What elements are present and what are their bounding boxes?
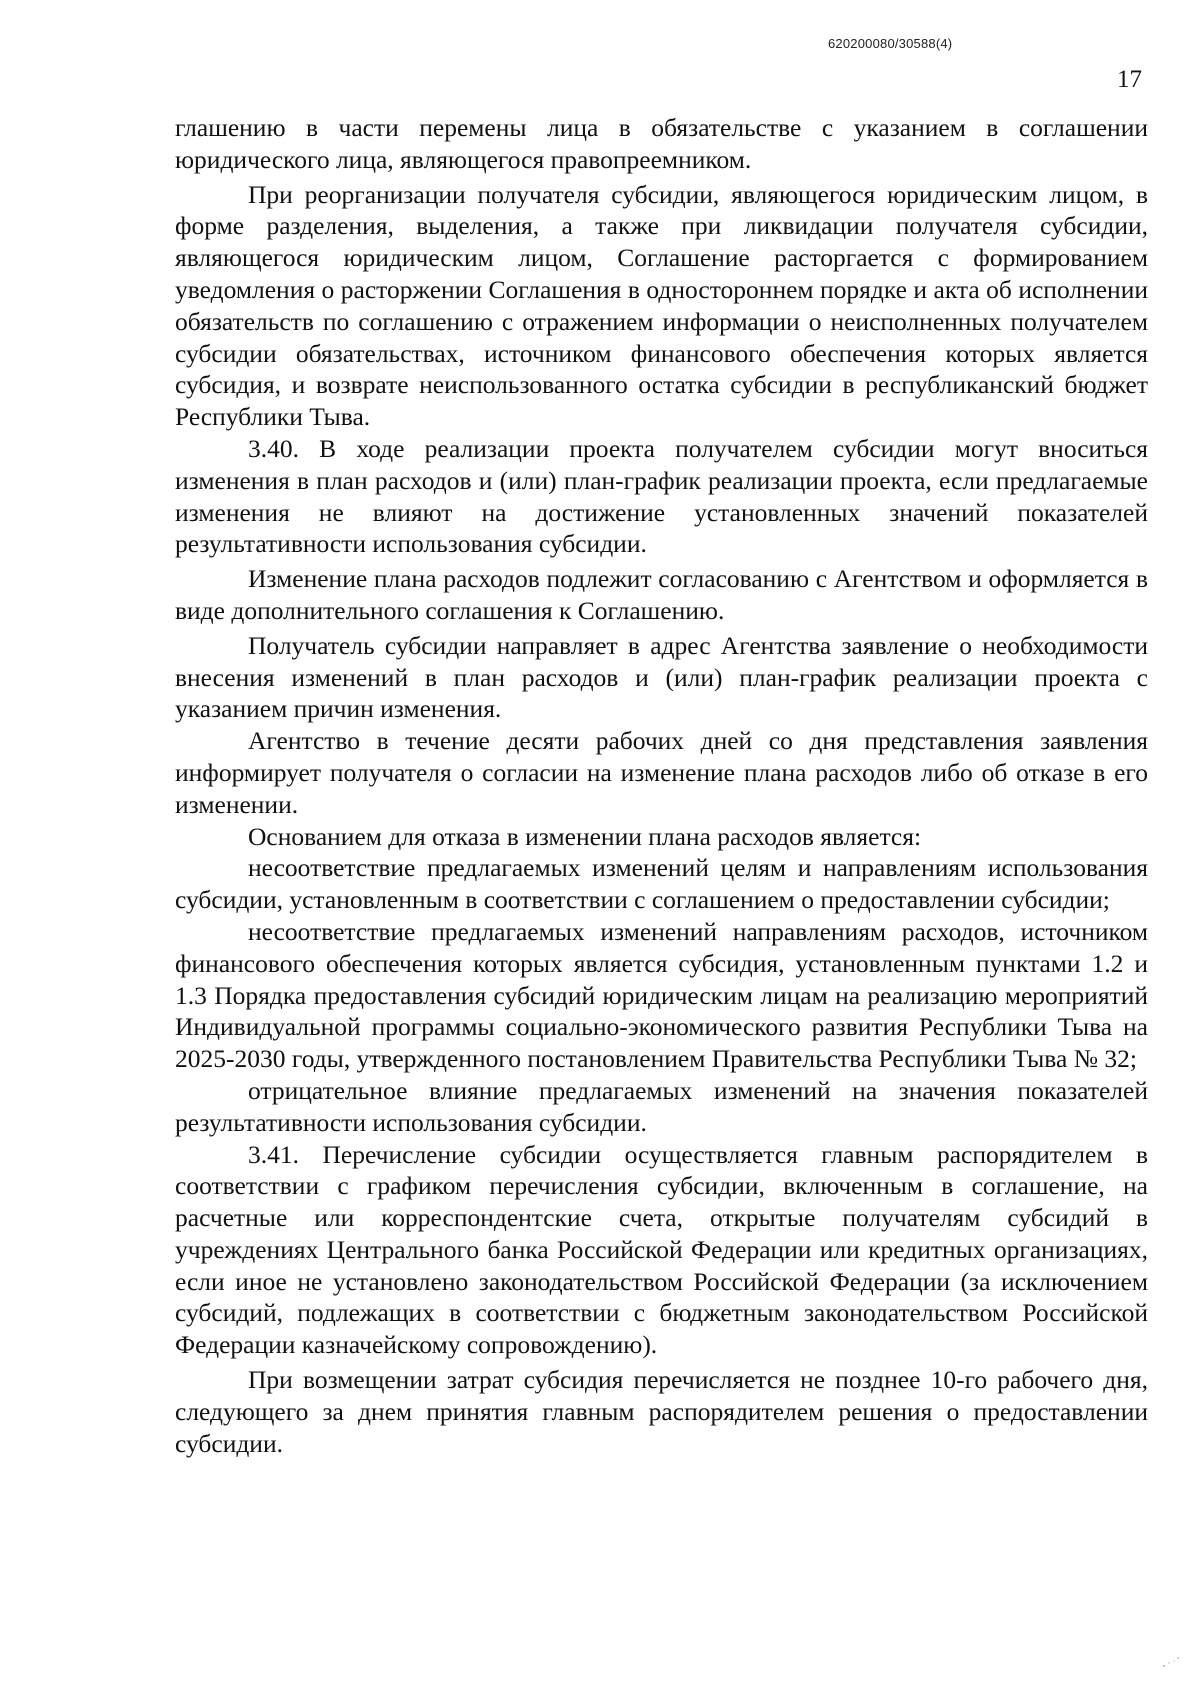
paragraph-application: Получатель субсидии направляет в адрес Агентства заявление о необходимости внесения изменений в план расходов и (или) план-график реализации проекта с указанием причин изменения. xyxy=(175,630,1148,724)
paragraph-clause-3-40: 3.40. В ходе реализации проекта получателем субсидии могут вноситься изменения в план расходов и (или) план-график реализации проекта, если предлагаемые изменения не влияют на достижение установленных значений показателей результативности использования субсидии. xyxy=(175,433,1148,559)
paragraph-agency-decision: Агентство в течение десяти рабочих дней со дня представления заявления информирует получателя о согласии на изменение плана расходов либо об отказе в его изменении. xyxy=(175,726,1148,819)
list-item-negative-impact: отрицательное влияние предлагаемых изменений на значения показателей результативности использования субсидии. xyxy=(175,1075,1148,1137)
document-code: 620200080/30588(4) xyxy=(828,36,953,51)
list-item-expense-mismatch: несоответствие предлагаемых изменений направлениям расходов, источником финансового обеспечения которых является субсидия, установленным пунктами 1.2 и 1.3 Порядка предоставления субсидий юридическим лицам на реализацию мероприятий Индивидуальной программы социально-экономического развития Республики Тыва на 2025-2030 годы, утвержденного постановлением Правительства Республики Тыва № 32; xyxy=(175,916,1148,1074)
list-item-goals-mismatch: несоответствие предлагаемых изменений целям и направлениям использования субсидии, установленным в соответствии с соглашением о предоставлении субсидии; xyxy=(175,853,1148,915)
page-number: 17 xyxy=(1117,66,1142,93)
paragraph-clause-3-41: 3.41. Перечисление субсидии осуществляется главным распорядителем в соответствии с графиком перечисления субсидии, включенным в соглашение, на расчетные или корреспондентские счета, открытые получателям субсидий в учреждениях Центрального банка Российской Федерации или кредитных организациях, если иное не установлено законодательством Российской Федерации (за исключением субсидий, подлежащих в соответствии с бюджетным законодательством Российской Федерации казначейскому сопровождению). xyxy=(175,1139,1148,1360)
paragraph-refusal-grounds: Основанием для отказа в изменении плана расходов является: xyxy=(248,821,922,851)
paragraph-reorganization: При реорганизации получателя субсидии, являющегося юридическим лицом, в форме разделения, выделения, а также при ликвидации получателя субсидии, являющегося юридическим лицом, Соглашение расторгается с формированием уведомления о расторжении Соглашения в одностороннем порядке и акта об исполнении обязательств по соглашению с отражением информации о неисполненных получателем субсидии обязательствах, источником финансового обеспечения которых является субсидия, и возврате неиспользованного остатка субсидии в республиканский бюджет Республики Тыва. xyxy=(175,179,1148,432)
paragraph-continuation: глашению в части перемены лица в обязательстве с указанием в соглашении юридического лица, являющегося правопреемником. xyxy=(175,113,1148,174)
paragraph-reimbursement: При возмещении затрат субсидия перечисляется не позднее 10-го рабочего дня, следующего за днем принятия главным распорядителем решения о предоставлении субсидии. xyxy=(175,1365,1148,1458)
document-body xyxy=(175,112,1148,1459)
paragraph-plan-change-approval: Изменение плана расходов подлежит согласованию с Агентством и оформляется в виде дополнительного соглашения к Соглашению. xyxy=(175,564,1148,625)
scan-speck xyxy=(1160,1655,1182,1669)
